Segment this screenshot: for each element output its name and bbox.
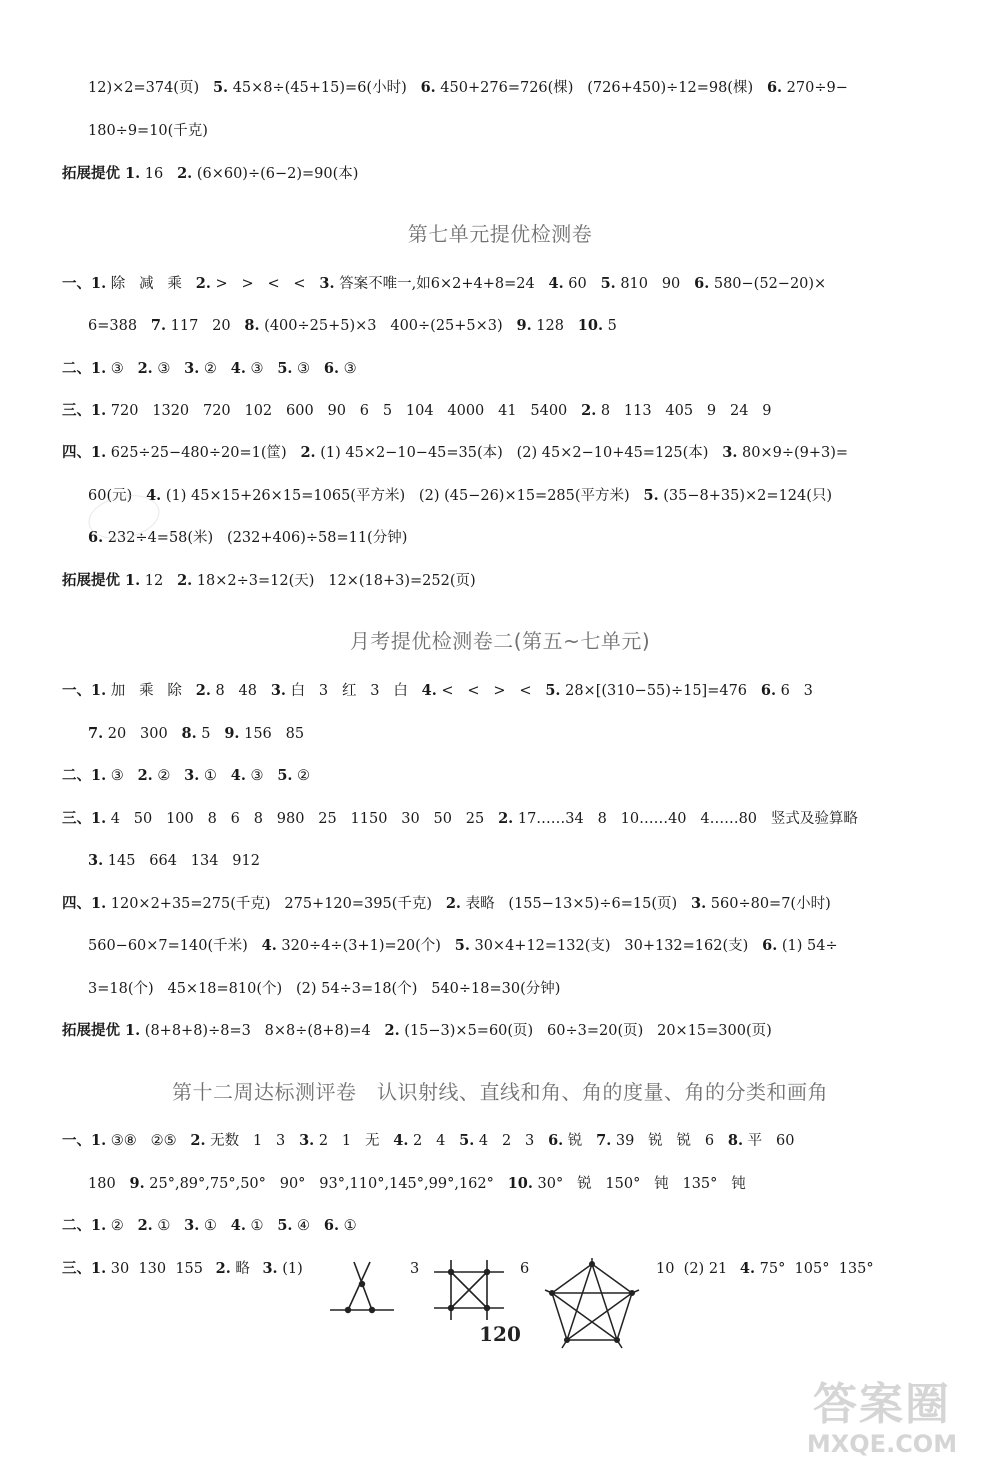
answer-line: 二、1. ③ 2. ② 3. ① 4. ③ 5. ② (62, 767, 311, 784)
answer-line: 三、1. 4 50 100 8 6 8 980 25 1150 30 50 25 2. 17……34 8 10……40 4……80 竖式及验算略 (62, 810, 858, 827)
question-number: 3. (262, 1260, 278, 1277)
section-title: 第十二周达标测评卷 认识射线、直线和角、角的度量、角的分类和画角 (172, 1080, 828, 1104)
answer-line: 一、1. 除 减 乘 2. > > < < 3. 答案不唯一,如6×2+4+8=24 4. 60 5. 810 90 6. 580−(52−20)× (62, 275, 827, 292)
line-figure-triangle (326, 1258, 398, 1322)
answer-line: 三、1. 720 1320 720 102 600 90 6 5 104 4000 41 5400 2. 8 113 405 9 24 9 (62, 402, 772, 419)
answer-line: 一、1. 加 乘 除 2. 8 48 3. 白 3 红 3 白 4. < < > < 5. 28×[(310−55)÷15]=476 6. 6 3 (62, 682, 813, 699)
answer-line: 6. 232÷4=58(米) (232+406)÷58=11(分钟) (88, 529, 408, 546)
watermark-url: MXQE.COM (806, 1430, 958, 1458)
answer-text: 75° 105° 135° (759, 1261, 874, 1277)
answer-text: (1) (282, 1261, 303, 1277)
answer-text: 30 130 155 (110, 1261, 203, 1277)
answer-line: 60(元) 4. (1) 45×15+26×15=1065(平方米) (2) (45−26)×15=285(平方米) 5. (35−8+35)×2=124(只) (88, 487, 833, 504)
answer-text: 略 (235, 1261, 250, 1277)
answer-line (62, 1259, 303, 1279)
answer-line: 拓展提优 1. (8+8+8)÷8=3 8×8÷(8+8)=4 2. (15−3)×5=60(页) 60÷3=20(页) 20×15=300(页) (62, 1022, 772, 1039)
answer-line: 560−60×7=140(千米) 4. 320÷4÷(3+1)=20(个) 5. 30×4+12=132(支) 30+132=162(支) 6. (1) 54÷ (88, 937, 838, 954)
answer-line: 二、1. ② 2. ① 3. ① 4. ① 5. ④ 6. ① (62, 1217, 357, 1234)
answer-line: 拓展提优 1. 12 2. 18×2÷3=12(天) 12×(18+3)=252(页) (62, 572, 476, 589)
answer-line: 一、1. ③⑧ ②⑤ 2. 无数 1 3 3. 2 1 无 4. 2 4 5. 4 2 3 6. 锐 7. 39 锐 锐 6 8. 平 60 (62, 1132, 795, 1149)
page-number: 120 (479, 1322, 521, 1346)
answer-line: 6=388 7. 117 20 8. (400÷25+5)×3 400÷(25+5×3) 9. 128 10. 5 (88, 317, 617, 334)
answer-line: 180 9. 25°,89°,75°,50° 90° 93°,110°,145°,99°,162° 10. 30° 锐 150° 钝 135° 钝 (88, 1175, 746, 1192)
answer-line (656, 1259, 874, 1279)
watermark-logo (782, 1380, 982, 1460)
answer-line: 12)×2=374(页) 5. 45×8÷(45+15)=6(小时) 6. 450+276=726(棵) (726+450)÷12=98(棵) 6. 270÷9− (88, 79, 848, 96)
line-figure-square (432, 1258, 506, 1322)
answer-line: 3. 145 664 134 912 (88, 852, 260, 869)
answer-line: 3=18(个) 45×18=810(个) (2) 54÷3=18(个) 540÷18=30(分钟) (88, 981, 561, 997)
answer-line: 180÷9=10(千克) (88, 123, 208, 139)
watermark-logo-text: 答案圈 (813, 1379, 951, 1430)
section-title: 月考提优检测卷二(第五~七单元) (349, 629, 651, 653)
question-number: 三、1. (62, 1260, 107, 1277)
figure-count: 6 (520, 1261, 530, 1277)
answer-line: 四、1. 625÷25−480÷20=1(筐) 2. (1) 45×2−10−45=35(本) (2) 45×2−10+45=125(本) 3. 80×9÷(9+3)= (62, 444, 849, 461)
answer-line: 7. 20 300 8. 5 9. 156 85 (88, 725, 305, 742)
question-number: 4. (739, 1260, 756, 1277)
question-number: 2. (215, 1260, 231, 1277)
section-title: 第七单元提优检测卷 (407, 222, 593, 246)
answer-text: 10 (2) 21 (656, 1261, 728, 1277)
answer-line: 四、1. 120×2+35=275(千克) 275+120=395(千克) 2. 表略 (155−13×5)÷6=15(页) 3. 560÷80=7(小时) (62, 895, 831, 912)
figure-count: 3 (410, 1261, 420, 1277)
answer-line: 拓展提优 1. 16 2. (6×60)÷(6−2)=90(本) (62, 165, 359, 182)
answer-line: 二、1. ③ 2. ③ 3. ② 4. ③ 5. ③ 6. ③ (62, 360, 357, 377)
